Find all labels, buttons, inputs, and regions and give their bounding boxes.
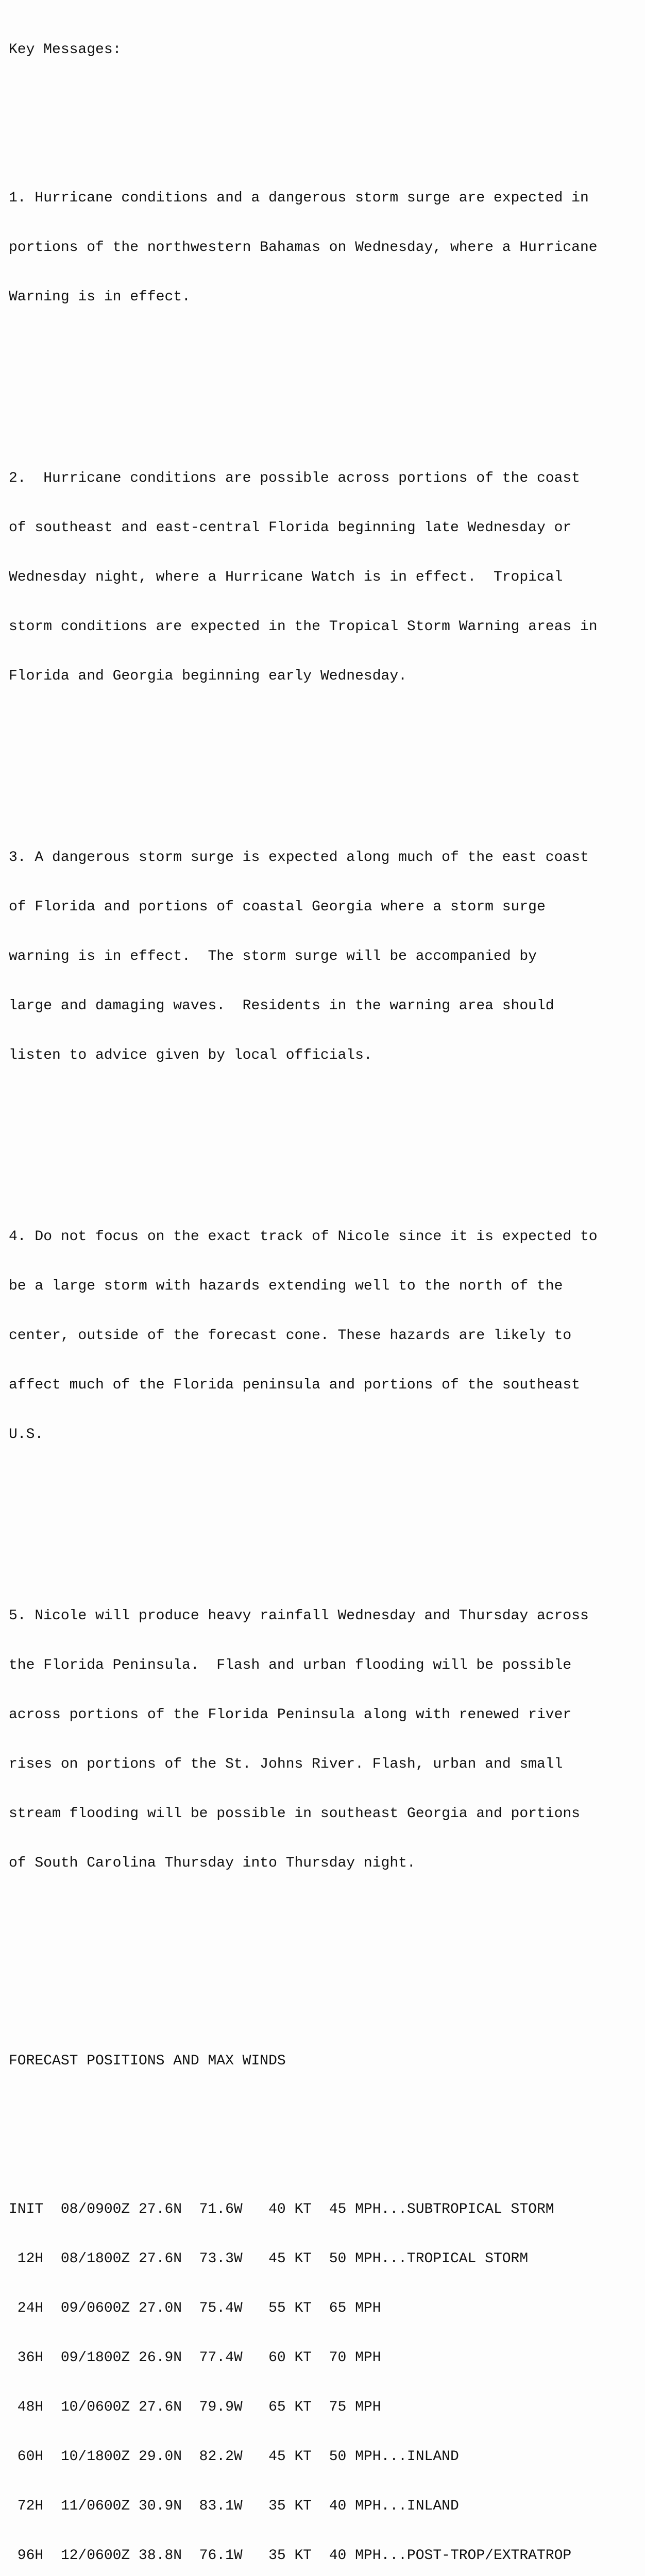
forecast-row-12h: 12H 08/1800Z 27.6N 73.3W 45 KT 50 MPH...TROPICAL STORM: [9, 2251, 529, 2267]
key-message-2: [9, 437, 598, 718]
blank-line: [9, 91, 598, 108]
message-line: of South Carolina Thursday into Thursday night.: [9, 1855, 416, 1871]
forecast-discussion-document: [9, 9, 598, 2576]
message-line: large and damaging waves. Residents in the warning area should: [9, 998, 554, 1014]
message-line: affect much of the Florida peninsula and portions of the southeast: [9, 1377, 580, 1393]
message-line: across portions of the Florida Peninsula along with renewed river: [9, 1707, 572, 1723]
blank-line: [9, 1509, 598, 1526]
blank-line: [9, 1938, 598, 1954]
forecast-row-24h: 24H 09/0600Z 27.0N 75.4W 55 KT 65 MPH: [9, 2300, 381, 2316]
message-line: 4. Do not focus on the exact track of Nicole since it is expected to: [9, 1229, 598, 1245]
key-message-3: [9, 817, 598, 1097]
forecast-row-init: INIT 08/0900Z 27.6N 71.6W 40 KT 45 MPH...SUBTROPICAL STORM: [9, 2201, 554, 2217]
key-message-1: [9, 157, 598, 338]
message-line: U.S.: [9, 1427, 44, 1443]
blank-line: [9, 1130, 598, 1146]
message-line: Warning is in effect.: [9, 289, 191, 305]
blank-line: [9, 371, 598, 388]
forecast-positions-table: [9, 2168, 598, 2576]
message-line: of Florida and portions of coastal Georgia where a storm surge: [9, 899, 546, 915]
forecast-row-36h: 36H 09/1800Z 26.9N 77.4W 60 KT 70 MPH: [9, 2350, 381, 2366]
message-line: be a large storm with hazards extending well to the north of the: [9, 1278, 563, 1294]
message-line: Wednesday night, where a Hurricane Watch is in effect. Tropical: [9, 569, 563, 585]
message-line: storm conditions are expected in the Tropical Storm Warning areas in: [9, 619, 598, 635]
message-line: 1. Hurricane conditions and a dangerous storm surge are expected in: [9, 190, 589, 206]
blank-line: [9, 751, 598, 767]
blank-line: [9, 2103, 598, 2119]
forecast-row-72h: 72H 11/0600Z 30.9N 83.1W 35 KT 40 MPH...INLAND: [9, 2498, 459, 2514]
key-messages-heading: Key Messages:: [9, 42, 122, 58]
blank-line: [9, 1987, 598, 2004]
message-line: the Florida Peninsula. Flash and urban flooding will be possible: [9, 1657, 572, 1673]
message-line: warning is in effect. The storm surge will be accompanied by: [9, 948, 537, 964]
forecast-row-96h: 96H 12/0600Z 38.8N 76.1W 35 KT 40 MPH...POST-TROP/EXTRATROP: [9, 2548, 572, 2564]
message-line: listen to advice given by local officials.: [9, 1047, 372, 1063]
message-line: Florida and Georgia beginning early Wednesday.: [9, 668, 407, 684]
message-line: stream flooding will be possible in southeast Georgia and portions: [9, 1806, 580, 1822]
key-message-4: [9, 1196, 598, 1476]
forecast-row-60h: 60H 10/1800Z 29.0N 82.2W 45 KT 50 MPH...INLAND: [9, 2449, 459, 2465]
forecast-table-title: FORECAST POSITIONS AND MAX WINDS: [9, 2053, 286, 2069]
message-line: portions of the northwestern Bahamas on Wednesday, where a Hurricane: [9, 240, 598, 256]
forecast-row-48h: 48H 10/0600Z 27.6N 79.9W 65 KT 75 MPH: [9, 2399, 381, 2415]
key-message-5: [9, 1575, 598, 1905]
message-line: center, outside of the forecast cone. These hazards are likely to: [9, 1328, 572, 1344]
message-line: 5. Nicole will produce heavy rainfall Wednesday and Thursday across: [9, 1608, 589, 1624]
message-line: rises on portions of the St. Johns River. Flash, urban and small: [9, 1756, 563, 1772]
message-line: 3. A dangerous storm surge is expected along much of the east coast: [9, 850, 589, 866]
message-line: of southeast and east-central Florida beginning late Wednesday or: [9, 520, 572, 536]
message-line: 2. Hurricane conditions are possible across portions of the coast: [9, 470, 580, 486]
